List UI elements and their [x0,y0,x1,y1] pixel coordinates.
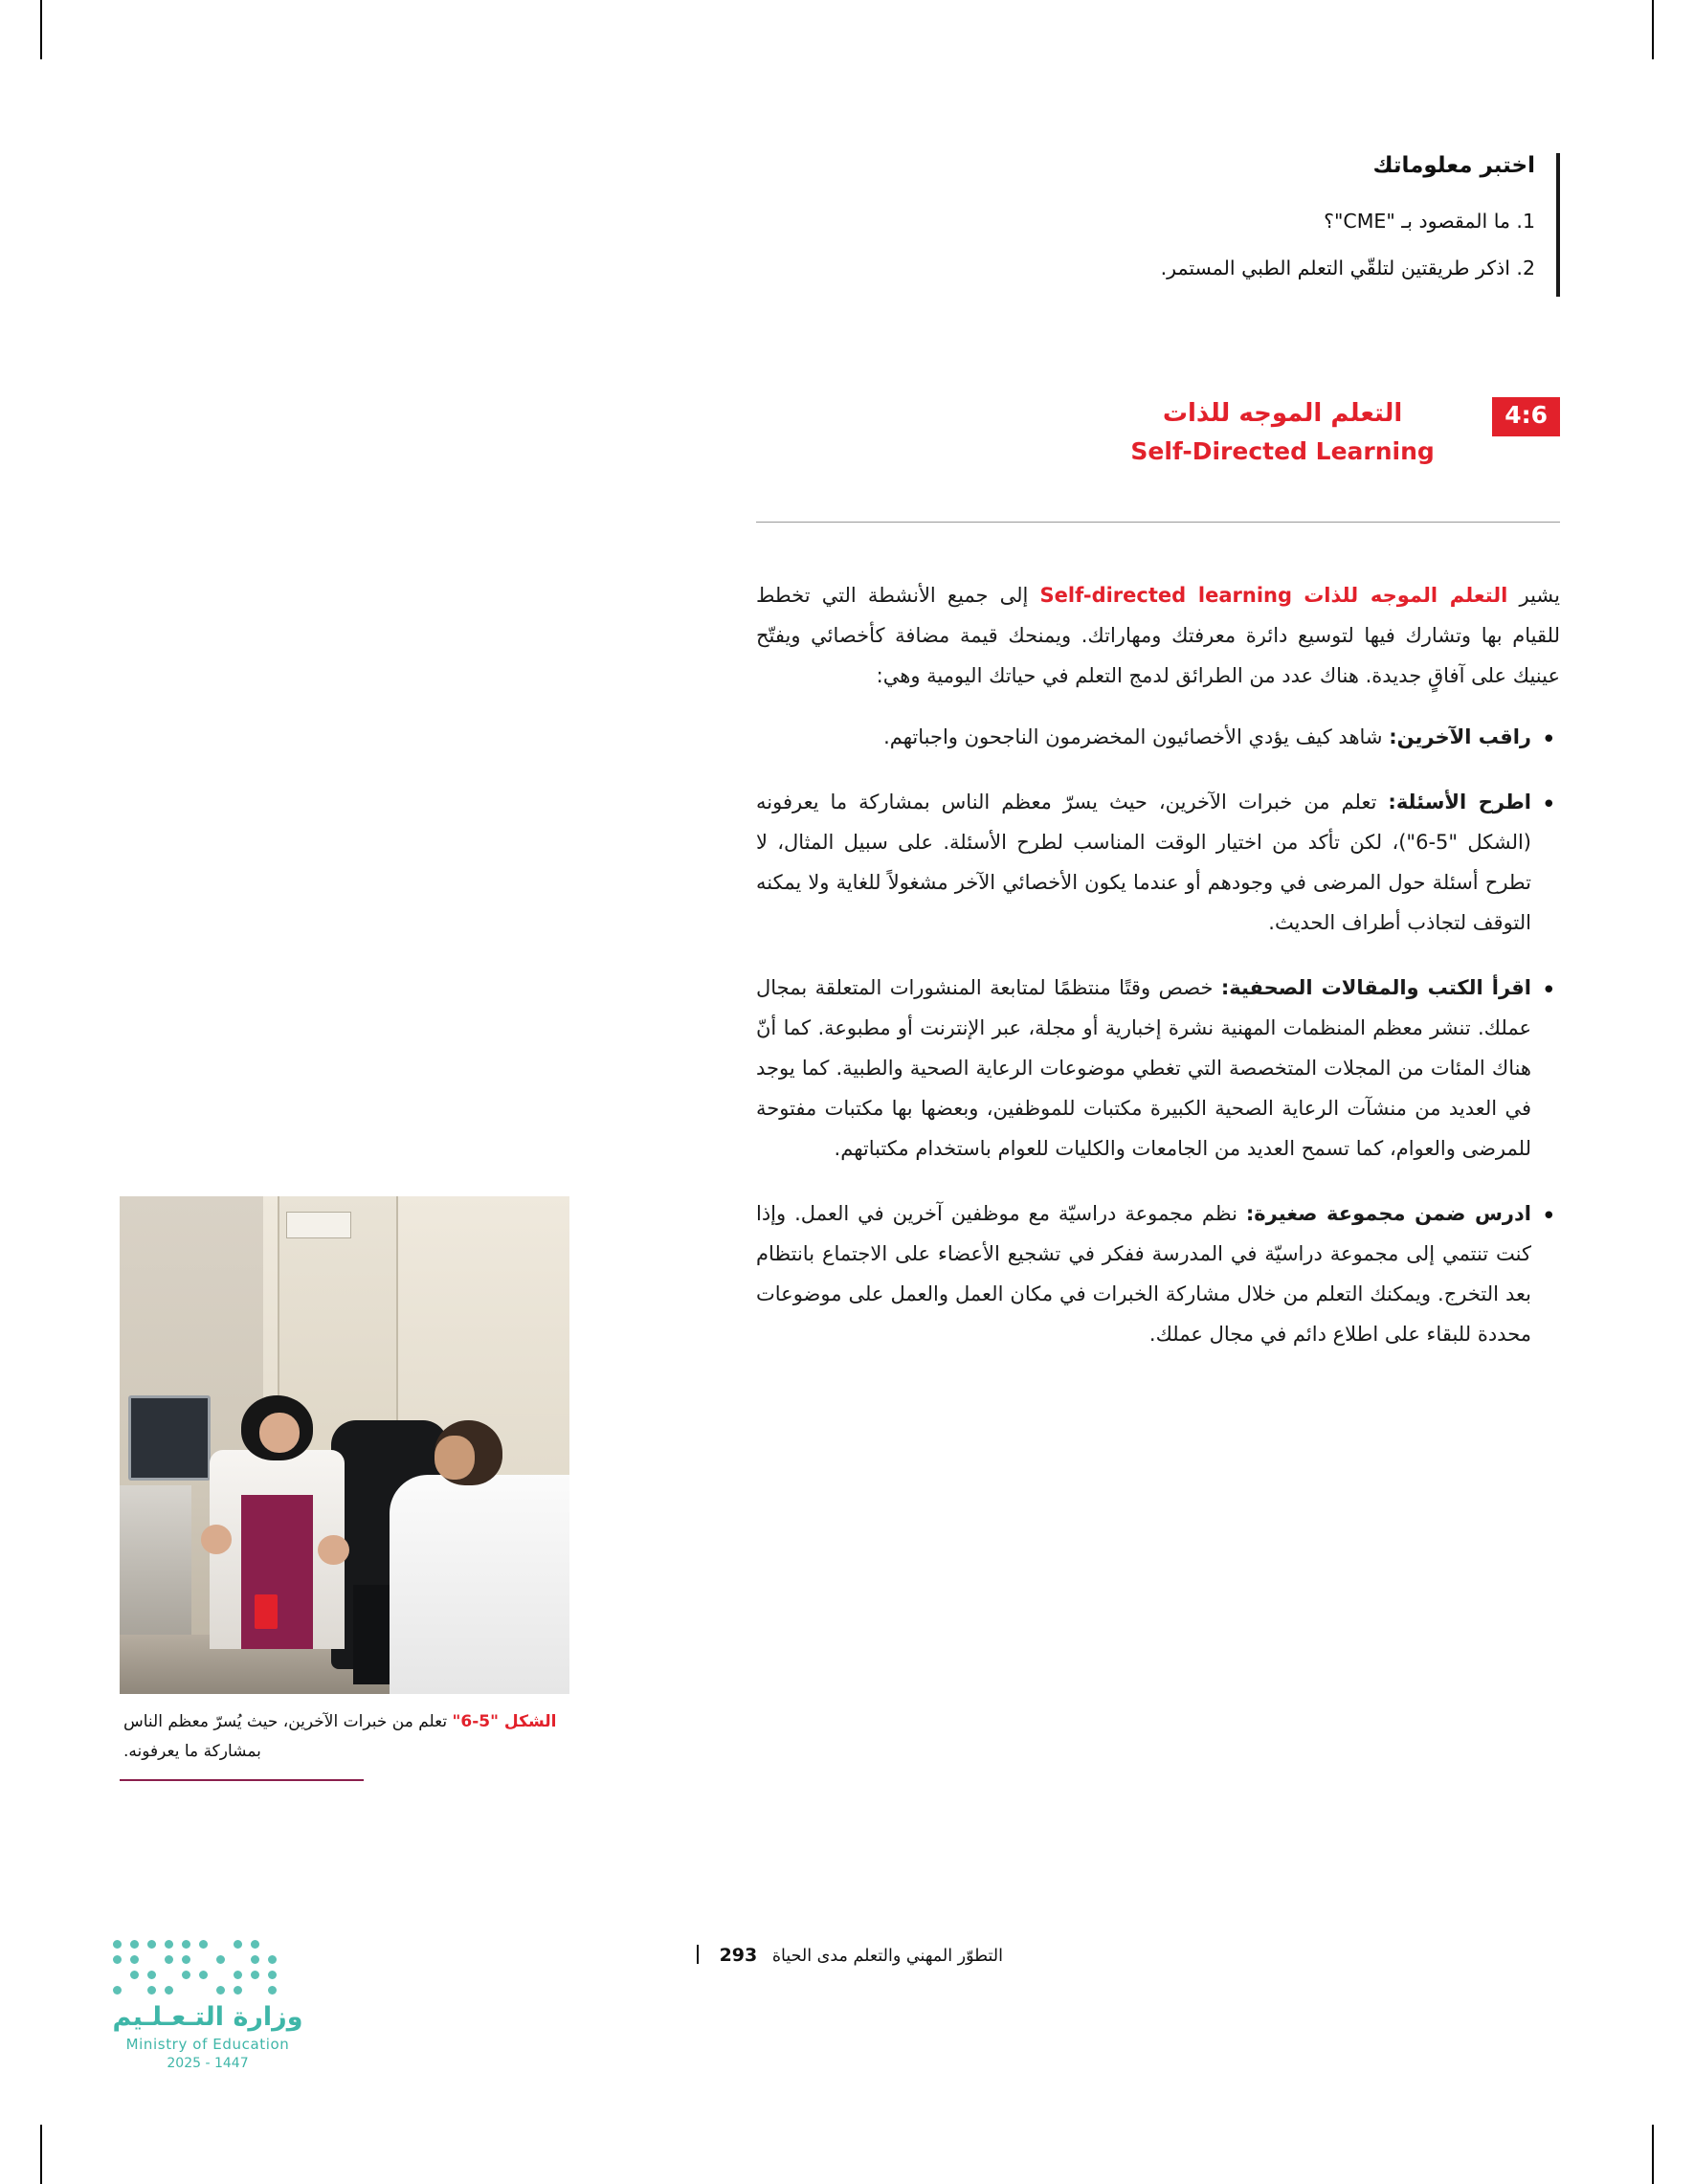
photo-id-badge [255,1594,278,1629]
intro-before: يشير [1507,584,1560,607]
test-question-2: 2. اذكر طريقتين لتلقّي التعلم الطبي المستمر. [1160,256,1535,279]
figure-caption-text: تعلم من خبرات الآخرين، حيث يُسرّ معظم الناس بمشاركة ما يعرفونه. [123,1712,453,1762]
crop-mark-bottom-left [40,2125,42,2184]
figure-caption-label: الشكل "5-6" [452,1712,557,1731]
intro-term-arabic: التعلم الموجه للذات [1304,584,1508,607]
test-your-knowledge-box [1124,153,1560,297]
ministry-name-english: Ministry of Education [125,2036,290,2053]
list-item [756,1193,1560,1354]
page-number: 293 [719,1945,758,1966]
test-question-1: 1. ما المقصود بـ "CME"؟ [1324,210,1535,233]
bullet-lead-1: راقب الآخرين: [1389,725,1531,748]
photo-colleague-thobe [390,1475,569,1694]
bullet-lead-2: اطرح الأسئلة: [1388,791,1531,813]
edition-year: 2025 - 1447 [167,2056,249,2071]
crop-mark-top-left [40,0,42,59]
ministry-logo [88,1936,327,2071]
methods-list [756,717,1560,1354]
section-header [1086,397,1560,468]
bullet-text-4: نظم مجموعة دراسيّة مع موظفين آخرين في العمل. وإذا كنت تنتمي إلى مجموعة دراسيّة في المدرسة ففكر في تشجيع الأعضاء على الاجتماع بانتظام بعد التخرج. ويمكنك التعلم من خلال مشاركة الخبرات في مكان العمل والعمل على موضوعات محددة للبقاء على اطلاع دائم في مجال عملك. [756,1202,1531,1346]
intro-after: إلى جميع الأنشطة التي تخطط للقيام بها وتشارك فيها لتوسيع دائرة معرفتك ومهاراتك. ويمنحك قيمة مضافة كأخصائي ويفتّح عينيك على آفاقٍ جديدة. هناك عدد من الطرائق لدمج التعلم في حياتك اليومية وهي: [756,584,1560,687]
photo-specialist-hand-right [318,1535,349,1565]
footer-separator [697,1945,699,1964]
section-title-group [1086,397,1492,468]
figure-underline [120,1779,364,1781]
crop-mark-bottom-right [1652,2125,1654,2184]
bullet-lead-3: اقرأ الكتب والمقالات الصحفية: [1220,976,1531,999]
clinic-photo [120,1196,569,1694]
figure-5-6 [120,1196,569,1781]
body-column [756,555,1560,1379]
section-number-badge: 4:6 [1492,397,1560,436]
intro-paragraph [756,575,1560,696]
ministry-name-arabic: وزارة التـعـلـيم [112,2002,303,2033]
photo-specialist-face [259,1413,300,1453]
bullet-text-2: تعلم من خبرات الآخرين، حيث يسرّ معظم الناس بمشاركة ما يعرفونه (الشكل "5-6")، لكن تأكد من اختيار الوقت المناسب لطرح الأسئلة. على سبيل المثال، لا تطرح أسئلة حول المرضى في وجودهم أو عندما يكون الأخصائي الآخر مشغولاً للغاية ولا يمكنه التوقف لتجاذب أطراف الحديث. [756,791,1531,934]
bullet-text-1: شاهد كيف يؤدي الأخصائيون المخضرمون الناجحون واجباتهم. [883,725,1390,748]
bullet-text-3: خصص وقتًا منتظمًا لمتابعة المنشورات المتعلقة بمجال عملك. تنشر معظم المنظمات المهنية نشرة إخبارية أو مجلة، عبر الإنترنت أو مطبوعة. كما أنّ هناك المئات من المجلات المتخصصة التي تغطي موضوعات الرعاية الصحية والطبية. كما يوجد في العديد من منشآت الرعاية الصحية الكبيرة مكتبات للموظفين، وبعضها بها مكتبات مفتوحة للمرضى والعوام، كما تسمح العديد من الجامعات والكليات للعوام باستخدام مكتباتهم. [756,976,1531,1160]
list-item [756,717,1560,757]
list-item [756,782,1560,943]
figure-caption [120,1707,569,1768]
photo-wall-sign [286,1212,351,1238]
section-divider [756,522,1560,523]
photo-colleague-face [435,1436,475,1481]
logo-dot-pattern [107,1936,308,1999]
intro-term-english: Self-directed learning [1039,584,1293,607]
photo-equipment-cart [120,1485,191,1635]
crop-mark-top-right [1652,0,1654,59]
footer-chapter-title: التطوّر المهني والتعلم مدى الحياة [771,1947,1003,1966]
list-item [756,968,1560,1169]
photo-monitor [128,1395,211,1481]
test-your-knowledge-title: اختبر معلوماتك [1372,153,1535,178]
section-title-english: Self-Directed Learning [1130,437,1435,466]
section-title-arabic: التعلم الموجه للذات [1162,399,1403,428]
bullet-lead-4: ادرس ضمن مجموعة صغيرة: [1245,1202,1531,1225]
